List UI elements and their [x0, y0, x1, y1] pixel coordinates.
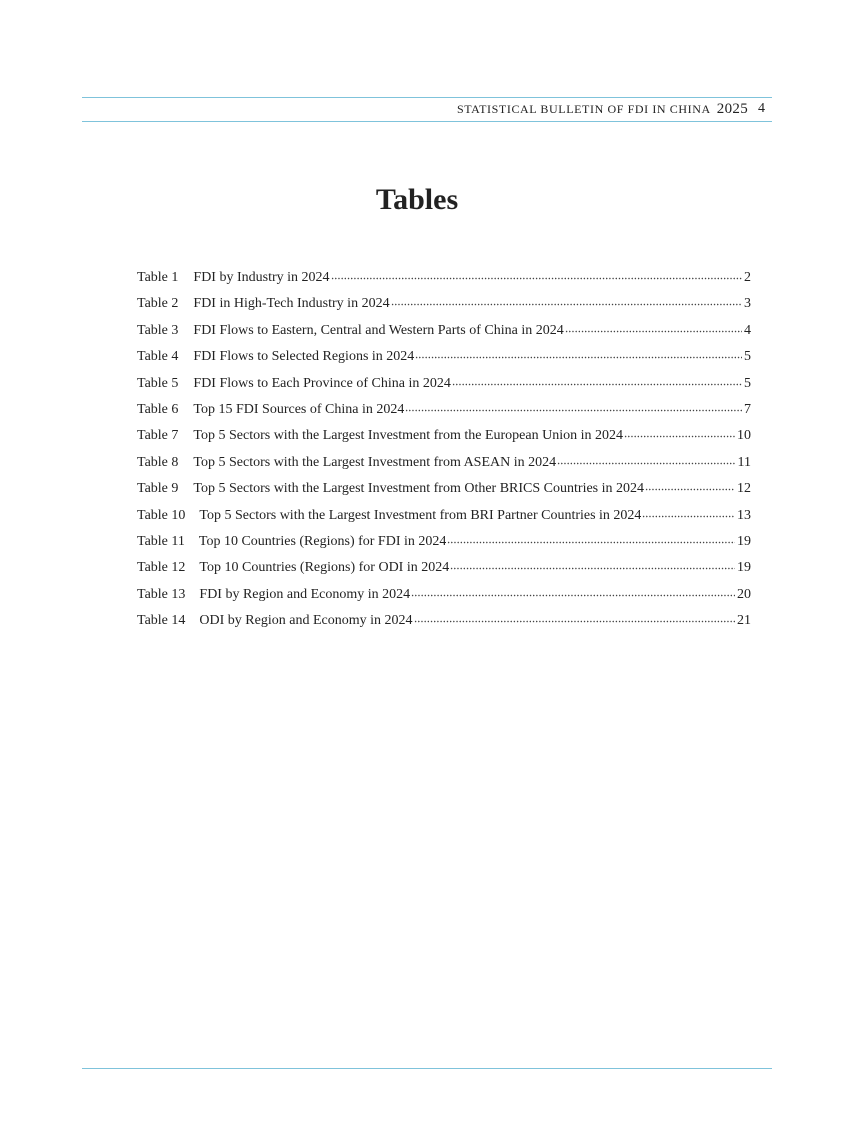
page-title: Tables	[375, 183, 459, 216]
toc-entry-label: Table 13	[137, 586, 186, 602]
dot-leader	[414, 609, 736, 623]
toc-entry-page: 19	[737, 533, 751, 549]
toc-entry[interactable]	[137, 265, 751, 291]
toc-entry-title: Top 15 FDI Sources of China in 2024	[193, 401, 405, 417]
running-header	[457, 98, 765, 120]
toc-entry-page: 7	[744, 401, 751, 417]
dot-leader	[645, 477, 735, 491]
toc-entry-label: Table 14	[137, 613, 186, 629]
table-of-contents	[137, 265, 751, 634]
toc-entry-page: 12	[737, 481, 751, 497]
dot-leader	[450, 556, 735, 570]
toc-entry[interactable]	[137, 476, 751, 502]
toc-entry[interactable]	[137, 318, 751, 344]
toc-entry-label: Table 9	[137, 481, 179, 497]
toc-entry-title: Top 10 Countries (Regions) for ODI in 2024	[199, 560, 450, 576]
header-rule-bottom	[82, 121, 772, 122]
dot-leader	[624, 424, 735, 438]
dot-leader	[331, 266, 742, 280]
toc-entry[interactable]	[137, 608, 751, 634]
toc-entry-title: Top 5 Sectors with the Largest Investment from ASEAN in 2024	[193, 454, 557, 470]
toc-entry-label: Table 6	[137, 401, 179, 417]
dot-leader	[405, 398, 742, 412]
toc-entry[interactable]	[137, 344, 751, 370]
toc-entry-label: Table 1	[137, 270, 179, 285]
toc-entry-title: Top 5 Sectors with the Largest Investment from Other BRICS Countries in 2024	[193, 481, 645, 497]
toc-entry[interactable]	[137, 450, 751, 476]
dot-leader	[557, 451, 735, 465]
toc-entry[interactable]	[137, 503, 751, 529]
toc-entry-title: FDI in High-Tech Industry in 2024	[193, 296, 390, 312]
toc-entry-page: 10	[737, 428, 751, 444]
toc-entry-title: FDI Flows to Eastern, Central and Western Parts of China in 2024	[193, 322, 564, 338]
dot-leader	[642, 504, 735, 518]
toc-entry[interactable]	[137, 555, 751, 581]
toc-entry-page: 11	[737, 454, 751, 470]
toc-entry-title: Top 10 Countries (Regions) for FDI in 2024	[198, 533, 447, 549]
toc-entry-title: FDI by Industry in 2024	[193, 270, 330, 285]
toc-entry-label: Table 12	[137, 560, 186, 576]
header-title: STATISTICAL BULLETIN OF FDI IN CHINA	[456, 101, 711, 116]
toc-entry-page: 19	[737, 560, 751, 576]
toc-entry-label: Table 8	[137, 454, 179, 470]
dot-leader	[565, 319, 742, 333]
toc-entry-page: 20	[737, 586, 751, 602]
toc-entry[interactable]	[137, 423, 751, 449]
toc-entry-label: Table 5	[137, 375, 179, 391]
toc-entry-page: 3	[744, 296, 751, 312]
toc-entry-page: 5	[744, 375, 751, 391]
toc-entry-title: FDI Flows to Each Province of China in 2024	[193, 375, 451, 391]
toc-entry-page: 5	[744, 349, 751, 365]
toc-entry-title: ODI by Region and Economy in 2024	[199, 613, 413, 629]
dot-leader	[452, 372, 742, 386]
toc-entry-label: Table 11	[137, 533, 185, 549]
toc-entry-title: Top 5 Sectors with the Largest Investment from BRI Partner Countries in 2024	[199, 507, 642, 523]
header-year: 2025	[716, 100, 748, 117]
toc-entry[interactable]	[137, 371, 751, 397]
toc-entry-page: 13	[737, 507, 751, 523]
page-number: 4	[758, 101, 765, 116]
toc-entry-label: Table 2	[137, 296, 179, 312]
toc-entry-page: 21	[737, 613, 751, 629]
toc-entry-label: Table 10	[137, 507, 186, 523]
dot-leader	[411, 583, 735, 597]
dot-leader	[415, 345, 742, 359]
toc-entry-page: 2	[744, 270, 751, 285]
toc-entry[interactable]	[137, 529, 751, 555]
dot-leader	[391, 292, 742, 306]
toc-entry-title: FDI Flows to Selected Regions in 2024	[193, 349, 415, 365]
toc-entry-page: 4	[744, 322, 751, 338]
toc-entry-label: Table 4	[137, 349, 179, 365]
toc-entry-title: FDI by Region and Economy in 2024	[199, 586, 411, 602]
toc-entry[interactable]	[137, 397, 751, 423]
toc-entry[interactable]	[137, 582, 751, 608]
toc-entry[interactable]	[137, 291, 751, 317]
footer-rule	[82, 1068, 772, 1069]
toc-entry-label: Table 7	[137, 428, 179, 444]
dot-leader	[447, 530, 735, 544]
toc-entry-label: Table 3	[137, 322, 179, 338]
toc-entry-title: Top 5 Sectors with the Largest Investment from the European Union in 2024	[193, 428, 623, 444]
